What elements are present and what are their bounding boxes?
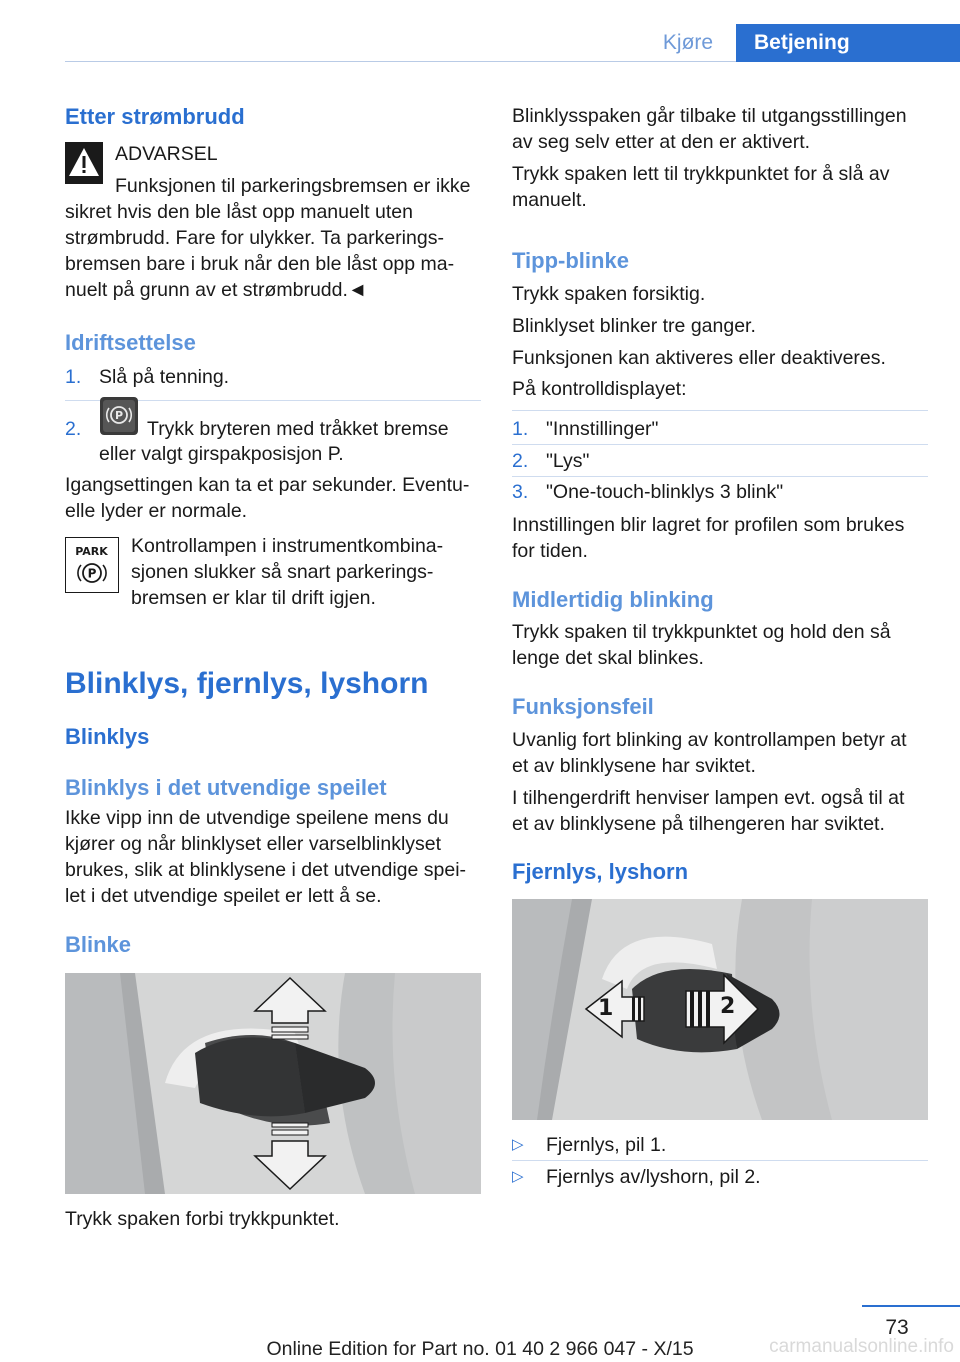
paragraph-line: et av blinklysene har sviktet. xyxy=(512,755,756,777)
paragraph-line: Blinklysspaken går tilbake til utgangsstillingen xyxy=(512,105,907,127)
step-number: 1. xyxy=(512,418,529,440)
paragraph-line: brukes, slik at blinklysene i det utvendige spei- xyxy=(65,859,467,881)
section-title-blinklys: Blinklys xyxy=(65,724,150,749)
park-indicator-icon xyxy=(65,537,119,593)
section-title-tipp-blinke: Tipp-blinke xyxy=(512,248,629,273)
section-title-strombrudd: Etter strømbrudd xyxy=(65,104,245,129)
divider xyxy=(512,476,928,477)
indicator-text: sjonen slukker så snart parkerings- xyxy=(131,561,434,583)
warning-text-line: bremsen bare i bruk når den ble låst opp ma- xyxy=(65,253,455,275)
paragraph-line: et av blinklysene på tilhengeren har sviktet. xyxy=(512,813,885,835)
paragraph-line: let i det utvendige speilet er lett å se. xyxy=(65,885,382,907)
watermark: carmanualsonline.info xyxy=(769,1336,954,1357)
section-title-fjernlys: Fjernlys, lyshorn xyxy=(512,859,689,884)
divider xyxy=(512,444,928,445)
edition-footer: Online Edition for Part no. 01 40 2 966 047 - X/15 xyxy=(266,1338,694,1360)
footer-rule xyxy=(862,1305,960,1307)
bullet-text: Fjernlys av/lyshorn, pil 2. xyxy=(546,1166,761,1188)
section-title-blinke: Blinke xyxy=(65,932,132,957)
paragraph-line: for tiden. xyxy=(512,540,588,562)
bullet-triangle-icon: ▷ xyxy=(512,1136,524,1153)
paragraph-line: Igangsettingen kan ta et par sekunder. Eventu- xyxy=(65,474,470,496)
paragraph-line: manuelt. xyxy=(512,189,587,211)
bullet-text: Fjernlys, pil 1. xyxy=(546,1134,667,1156)
warning-label: ADVARSEL xyxy=(115,143,218,165)
warning-text-line: sikret hvis den ble låst opp manuelt uten xyxy=(65,201,413,223)
tab-betjening[interactable]: Betjening xyxy=(736,24,960,62)
tab-kjore[interactable]: Kjøre xyxy=(662,31,714,54)
menu-step-text: "Innstillinger" xyxy=(546,418,659,440)
paragraph-line: Trykk spaken til trykkpunktet og hold den så xyxy=(512,621,891,643)
image-caption: Trykk spaken forbi trykkpunktet. xyxy=(65,1208,340,1230)
warning-text-line: strømbrudd. Fare for ulykker. Ta parkerings- xyxy=(65,227,444,249)
indicator-text: bremsen er klar til drift igjen. xyxy=(131,587,376,609)
warning-text-first: Funksjonen til parkeringsbremsen er ikke xyxy=(115,175,471,197)
paragraph-line: Ikke vipp inn de utvendige speilene mens du xyxy=(65,807,449,829)
step-number: 3. xyxy=(512,481,529,503)
step-number: 2. xyxy=(65,418,82,440)
warning-icon xyxy=(65,142,103,184)
warning-text-line: nuelt på grunn av et strømbrudd.◄ xyxy=(65,279,368,301)
step-text-continued: eller valgt girspakposisjon P. xyxy=(99,443,344,465)
paragraph-line: av seg selv etter at den er aktivert. xyxy=(512,131,811,153)
svg-text:P: P xyxy=(114,409,124,422)
bullet-triangle-icon: ▷ xyxy=(512,1168,524,1185)
paragraph-line: kjører og når blinklyset eller varselblinklyset xyxy=(65,833,442,855)
paragraph-line: Trykk spaken forsiktig. xyxy=(512,283,706,305)
step-number: 2. xyxy=(512,450,529,472)
svg-text:P: P xyxy=(87,566,97,581)
divider xyxy=(512,1160,928,1161)
step-number: 1. xyxy=(65,366,82,388)
paragraph-line: Trykk spaken lett til trykkpunktet for å slå av xyxy=(512,163,890,185)
paragraph-line: Blinklyset blinker tre ganger. xyxy=(512,315,756,337)
paragraph-line: elle lyder er normale. xyxy=(65,500,248,522)
indicator-text: Kontrollampen i instrumentkombina- xyxy=(131,535,444,557)
paragraph-line: lenge det skal blinkes. xyxy=(512,647,704,669)
chapter-title: Blinklys, fjernlys, lyshorn xyxy=(65,667,429,700)
paragraph-line: Innstillingen blir lagret for profilen som brukes xyxy=(512,514,905,536)
turn-signal-lever-image xyxy=(65,973,481,1194)
divider xyxy=(512,410,928,411)
paragraph-line: Funksjonen kan aktiveres eller deaktiveres. xyxy=(512,347,886,369)
section-title-speilet: Blinklys i det utvendige speilet xyxy=(65,775,387,800)
paragraph-line: I tilhengerdrift henviser lampen evt. også til at xyxy=(512,787,905,809)
page-number: 73 xyxy=(885,1316,909,1339)
high-beam-lever-image xyxy=(512,899,928,1120)
arrow-2-label: 2 xyxy=(720,994,736,1019)
parking-brake-button-icon xyxy=(100,397,138,435)
section-title-funksjonsfeil: Funksjonsfeil xyxy=(512,694,654,719)
step-text: Trykk bryteren med tråkket bremse xyxy=(147,418,449,440)
section-title-midlertidig: Midlertidig blinking xyxy=(512,587,714,612)
park-label: PARK xyxy=(75,545,108,558)
arrow-1-label: 1 xyxy=(598,996,614,1021)
section-title-idriftsettelse: Idriftsettelse xyxy=(65,330,196,355)
step-text: Slå på tenning. xyxy=(99,366,230,388)
paragraph-line: Uvanlig fort blinking av kontrollampen betyr at xyxy=(512,729,907,751)
menu-step-text: "One-touch-blinklys 3 blink" xyxy=(546,481,784,503)
menu-step-text: "Lys" xyxy=(546,450,590,472)
paragraph-line: På kontrolldisplayet: xyxy=(512,378,687,400)
